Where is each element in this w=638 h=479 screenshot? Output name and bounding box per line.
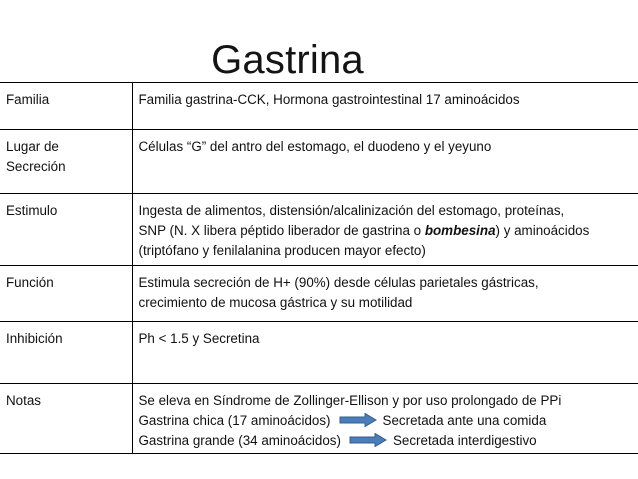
bombesina-emphasis: bombesina [424, 223, 496, 238]
estimulo-line2 [139, 221, 633, 241]
estimulo-line1: Ingesta de alimentos, distensión/alcalinización del estomago, proteínas, [138, 203, 565, 218]
right-arrow-icon [349, 433, 387, 447]
row-label-funcion [0, 266, 132, 322]
gastrina-chica-text: Gastrina chica (17 aminoácidos) [138, 413, 331, 428]
gastrina-grande-text: Gastrina grande (34 aminoácidos) [138, 433, 341, 448]
row-content-text: Familia gastrina-CCK, Hormona gastrointestinal 17 aminoácidos [138, 92, 520, 107]
notas-line1: Se eleva en Síndrome de Zollinger-Ellison y por uso prolongado de PPi [138, 393, 562, 408]
row-label-text: Función [6, 275, 54, 290]
row-label-estimulo [0, 194, 132, 266]
secretada-comida-text: Secretada ante una comida [382, 413, 547, 428]
table-row-familia [0, 83, 638, 130]
table-row-lugar [0, 130, 638, 194]
row-content-notas [132, 384, 638, 454]
estimulo-line2-pre: SNP (N. X libera péptido liberador de gastrina o [138, 223, 425, 238]
row-label-line1: Lugar de [6, 139, 59, 154]
funcion-line2: crecimiento de mucosa gástrica y su motilidad [138, 295, 413, 310]
row-label-text: Familia [6, 92, 50, 107]
table-row-notas [0, 384, 638, 454]
row-label-text: Estimulo [6, 203, 58, 218]
row-label-line2: Secreción [6, 159, 66, 174]
secretada-interdigestivo-text: Secretada interdigestivo [392, 433, 537, 448]
gastrina-table [0, 82, 638, 454]
funcion-line1: Estimula secreción de H+ (90%) desde células parietales gástricas, [138, 275, 539, 290]
estimulo-line2-post: ) y aminoácidos [495, 223, 590, 238]
right-arrow-icon [339, 413, 377, 427]
table-row-funcion [0, 266, 638, 322]
notas-line2 [139, 411, 633, 431]
row-content-lugar [132, 130, 638, 194]
table-row-inhibicion [0, 322, 638, 384]
page-title: Gastrina [211, 38, 364, 82]
row-label-text: Notas [6, 393, 41, 408]
row-content-text: Ph < 1.5 y Secretina [138, 331, 260, 346]
row-content-estimulo [132, 194, 638, 266]
row-label-familia [0, 83, 132, 130]
row-label-notas [0, 384, 132, 454]
notas-line3 [139, 431, 633, 451]
row-label-lugar [0, 130, 132, 194]
table-row-estimulo [0, 194, 638, 266]
row-content-familia [132, 83, 638, 130]
row-content-text: Células “G” del antro del estomago, el duodeno y el yeyuno [138, 139, 492, 154]
row-label-inhibicion [0, 322, 132, 384]
row-label-text: Inhibición [6, 331, 63, 346]
row-content-inhibicion [132, 322, 638, 384]
estimulo-line3: (triptófano y fenilalanina producen mayor efecto) [138, 243, 426, 258]
row-content-funcion [132, 266, 638, 322]
